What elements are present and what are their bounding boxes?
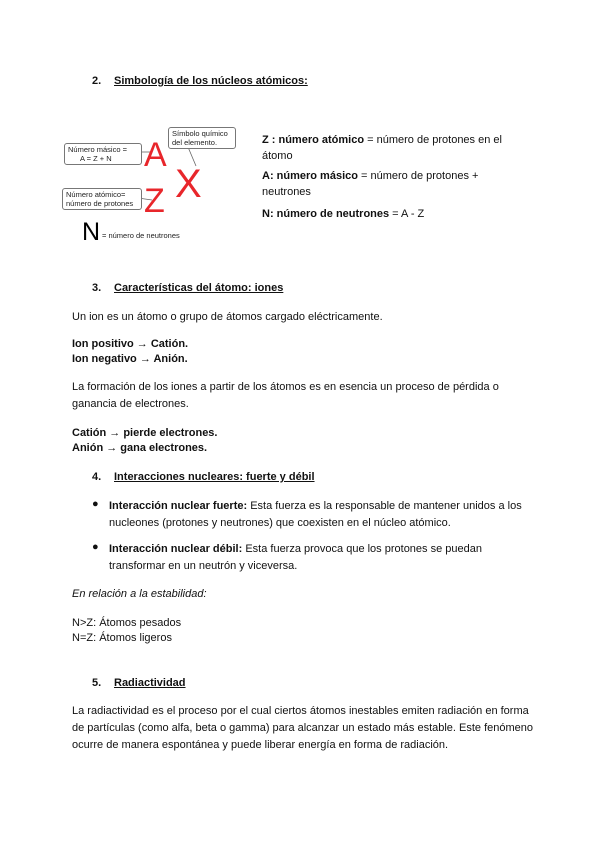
bullet-icon: ●	[92, 541, 99, 553]
atomic-label: Número atómico=	[66, 190, 126, 199]
section-number: 5.	[92, 677, 102, 689]
nucleus-symbol-diagram	[60, 122, 260, 247]
definition-term: Z : número atómico	[262, 134, 365, 146]
bullet-icon: ●	[92, 498, 99, 510]
stability-light: N=Z: Átomos ligeros	[72, 632, 172, 644]
ion-formation: La formación de los iones a partir de los átomos es en esencia un proceso de pérdida o ganancia de electrones.	[72, 381, 499, 410]
section-title: Características del átomo: iones	[114, 282, 284, 294]
symbol-label-2: del elemento.	[172, 138, 218, 147]
neutron-letter: N	[82, 218, 101, 246]
definition-term: A: número másico	[262, 170, 358, 182]
definition-term: N: número de neutrones	[262, 208, 390, 220]
section-number: 3.	[92, 282, 102, 294]
ion-positive: Ion positivo → Catión.	[72, 338, 189, 350]
ion-intro: Un ion es un átomo o grupo de átomos cargado eléctricamente.	[72, 311, 383, 323]
mass-label: Número másico =	[68, 145, 127, 154]
section-3-heading	[92, 281, 283, 295]
symbol-label: Símbolo químico	[172, 129, 228, 138]
atomic-number-callout	[62, 188, 142, 210]
mass-number-callout	[64, 143, 142, 165]
section-title: Radiactividad	[114, 677, 186, 689]
radioactivity-text: La radiactividad es el proceso por el cual ciertos átomos inestables emiten radiación en forma de partículas (como alfa, beta o gamma) para alcanzar un estado más estable. Este fenómeno ocurre de manera espontánea y puede liberar energía en forma de radiación.	[72, 705, 534, 751]
stability-heavy: N>Z: Átomos pesados	[72, 617, 182, 629]
mass-number-letter: A	[144, 136, 167, 174]
definition-a	[262, 168, 492, 200]
section-2-heading	[92, 74, 308, 88]
section-4-heading	[92, 470, 315, 484]
definition-text: = número de protones + neutrones	[262, 170, 479, 198]
definition-text: = A - Z	[389, 208, 425, 220]
anion-rule: Anión → gana electrones.	[72, 442, 208, 454]
cation-rule: Catión → pierde electrones.	[72, 427, 218, 439]
symbol-callout	[168, 127, 236, 149]
definition-n	[262, 206, 522, 222]
definition-z	[262, 132, 522, 164]
section-title: Simbología de los núcleos atómicos:	[114, 75, 308, 87]
bullet-strong-interaction	[92, 498, 532, 532]
section-number: 2.	[92, 75, 102, 87]
element-symbol-letter: X	[175, 162, 202, 206]
stability-title: En relación a la estabilidad:	[72, 588, 207, 600]
atomic-number-letter: Z	[144, 182, 165, 220]
neutrons-label: = número de neutrones	[102, 231, 180, 240]
bullet-text	[109, 498, 532, 532]
bullet-body: Esta fuerza es la responsable de mantener unidos a los nucleones (protones y neutrones) que coexisten en el núcleo atómico.	[109, 500, 522, 529]
section-title: Interacciones nucleares: fuerte y débil	[114, 471, 315, 483]
definition-text: = número de protones en el átomo	[262, 134, 502, 162]
ion-negative: Ion negativo → Anión.	[72, 353, 188, 365]
bullet-term: Interacción nuclear débil:	[109, 543, 243, 555]
mass-formula: A = Z + N	[80, 154, 112, 163]
bullet-term: Interacción nuclear fuerte:	[109, 500, 248, 512]
bullet-weak-interaction	[92, 541, 532, 575]
section-5-heading	[92, 676, 186, 690]
bullet-text	[109, 541, 519, 575]
bullet-body: Esta fuerza provoca que los protones se puedan transformar en un neutrón y viceversa.	[109, 543, 482, 572]
atomic-label-2: número de protones	[66, 199, 134, 208]
section-number: 4.	[92, 471, 102, 483]
